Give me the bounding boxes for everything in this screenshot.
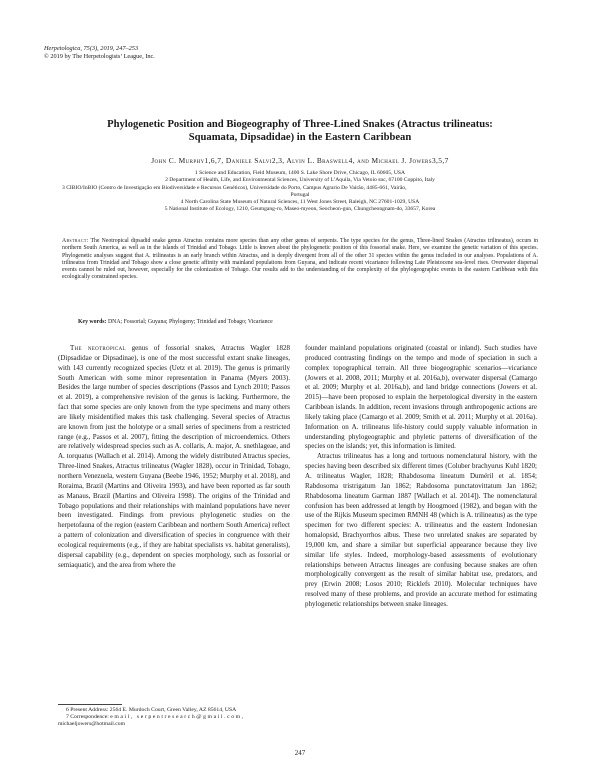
body-column-left: [58, 344, 290, 570]
affiliations: [62, 170, 538, 214]
affiliation-1: 1 Science and Education, Field Museum, 1400 S. Lake Shore Drive, Chicago, IL 60605, USA: [194, 170, 406, 176]
paragraph: Atractus trilineatus has a long and tortuous nomenclatural history, with the species having been described six different times (Coluber brachyurus Kuhl 1820; A. trilineatus Wagler, 1828; Rhabdosoma lineatum Duméril et al. 1854; Rabdosoma tristrigatum Jan 1862; Rabdosoma punctatovittatum Jan 1862; Rhabdosoma lineatum Garman 1887 [Wallach et al. 2014]). The nomenclatural confusion has been addressed at length by Hoogmoed (1982), and began with the use of the Rijkis Museum specimen RMNH 48 (which is A. trilineatus) as the type specimen for two different species: A. trilineatus and the eastern Indonesian homalopsid, Brachyorrhos albus. These two unrelated snakes are separated by 19,000 km, and share a similar but superficial appearance because they live similar life styles. Indeed, morphology-based assessments of evolutionary relationships between Atractus lineages are confusing because snakes are often morphologically convergent as the result of similar habitat use, predators, and prey (Erwin 2008; Losos 2010; Ricklefs 2010). Molecular techniques have resolved many of these problems, and provide an accurate method for estimating phylogenetic relationships between snake lineages.: [305, 452, 537, 608]
abstract-text: The Neotropical dipsadid snake genus Atractus contains more species than any other genus of serpents. The type species for the genus, Three-lined Snakes (Atractus trilineatus), occurs in northern South America, as well as in the islands of Trinidad and Tobago. Little is known about the phylogenetic position of this fossorial snake. Here, we examine the genetic variation of this species. Phylogenetic analyses suggest that A. trilineatus is an early branch within Atractus, and is deeply divergent from all of the other 31 species within the genus included in our analyses. Populations of A. trilineatus from Trinidad and Tobago show a close genetic affinity with mainland populations from Guyana, and indicate recent vicariance following Late Pleistocene sea-level rises. Overwater dispersal events cannot be ruled out, however, especially for the colonization of Tobago. Our results add to the understanding of the complexity of the phylogeographic events in the eastern Caribbean with this ecologically constrained species.: [62, 238, 538, 281]
affiliation-4: 4 North Carolina State Museum of Natural Sciences, 11 West Jones Street, Raleigh, NC 27601-1029, USA: [180, 199, 420, 206]
footnotes: [58, 707, 290, 729]
affiliation-3-cont: Portugal: [290, 191, 310, 198]
copyright: © 2019 by The Herpetologists’ League, Inc.: [44, 53, 155, 61]
lead-in: The neotropical: [70, 344, 126, 352]
body-column-right: [305, 344, 537, 610]
keywords-label: Key words:: [78, 319, 107, 325]
title-line-1: Phylogenetic Position and Biogeography of Three-Lined Snakes (Atractus trilineatus:: [107, 119, 493, 130]
journal-header: [44, 45, 155, 62]
footnote-6: 6 Present Address: 2564 E. Murdoch Court, Green Valley, AZ 85614, USA: [66, 707, 237, 713]
footnote-7-label: 7 Correspondence:: [66, 714, 109, 721]
page-number: 247: [294, 749, 306, 757]
paragraph: founder mainland populations originated (coastal or inland). Such studies have produced contrasting findings on the tempo and mode of speciation in such a complex topographical terrain. All three biogeographic scenarios—vicariance (Jowers et al. 2008, 2011; Murphy et al. 2016a,b), overwater dispersal (Camargo et al. 2009; Murphy et al. 2016a,b), and land bridge connections (Jowers et al. 2015)—have been proposed to explain the herpetological diversity in the eastern Caribbean islands. In addition, recent invasions through anthropogenic actions are likely taking place (Camargo et al. 2009; Smith et al. 2011; Murphy et al. 2016a). Information on A. trilineatus life-history could supply valuable information in understanding phylogeographic and phyletic patterns of diversification of the species on the islands; yet, this information is limited.: [305, 344, 537, 451]
affiliation-3: 3 CIBIO/InBIO (Centro de Investigação em Biodiversidade e Recursos Genéticos), Universidade do Porto, Campus Agrario De Vairão, 4485-661, Vairão,: [62, 184, 407, 191]
keywords-text: DNA; Fossorial; Guyana; Phylogeny; Trinidad and Tobago; Vicariance: [107, 319, 273, 325]
affiliation-2: 2 Department of Health, Life, and Environmental Sciences, University of L’Aquila, Via Vetoio snc, 67100 Coppito, Italy: [165, 177, 435, 184]
affiliation-5: 5 National Institute of Ecology, 1210, Geumgang-ro, Maseo-myeon, Seocheon-gun, Chungcheongnam-do, 33657, Korea: [164, 206, 436, 213]
footnote-7-email: email, serpentresearch@gmail.com,: [110, 714, 245, 721]
author-list: John C. Murphy1,6,7, Daniele Salvi2,3, Alvin L. Braswell4, and Michael J. Jowers3,5,7: [151, 156, 449, 165]
title-line-2: Squamata, Dipsadidae) in the Eastern Caribbean: [188, 132, 412, 144]
article-title: [62, 118, 538, 144]
footnote-divider: [58, 704, 122, 705]
footnote-7: [58, 714, 290, 721]
paragraph-text: genus of fossorial snakes, Atractus Wagler 1828 (Dipsadidae or Dipsadinae), is one of the most successful extant snake lineages, with 143 currently recognized species (Uetz et al. 2019). The genus is primarily South American with some minor representation in Panama (Myers 2003). Besides the large number of species descriptions (Passos and Lynch 2010; Passos et al. 2019), a comprehensive revision of the genus is lacking. Furthermore, the fact that some species are only known from the type specimens and many others are likely misidentified makes this task challenging. Several species of Atractus are known from just the holotype or a small series of specimens from a restricted range (e.g., Passos et al. 2007), fitting the description of microendemics. Others are relatively widespread species such as A. collaris, A. major, A. snethlageae, and A. torquatus (Wallach et al. 2014). Among the widely distributed Atractus species, Three-lined Snakes, Atractus trilineatus (Wagler 1828), occur in Trinidad, Tobago, northern Venezuela, western Guyana (Beebe 1946, 1952; Murphy et al. 2018), and Roraima, Brazil (Martins and Oliveira 1993), and have been reported as far south as Manaus, Brazil (Martins and Oliveira 1998). The origins of the Trinidad and Tobago populations and their relationships with mainland populations have never been investigated. Findings from previous phylogenetic studies on the herpetofauna of the region (eastern Caribbean and northern South America) reflect a pattern of colonization and diversification of species in congruence with their ecological requirements (e.g., if they are habitat specialists vs. habitat generalists), dispersal capability (e.g., dependent on species morphology, such as fossorial or semiaquatic), and the area from where the: [58, 344, 291, 569]
journal-citation: Herpetologica, 75(3), 2019, 247–253: [44, 45, 139, 52]
paragraph: [58, 344, 290, 570]
footnote-7-email-2: michaeljowers@hotmail.com: [58, 721, 125, 728]
abstract: [62, 238, 538, 282]
abstract-label: Abstract:: [62, 238, 89, 244]
keywords: [78, 319, 538, 325]
